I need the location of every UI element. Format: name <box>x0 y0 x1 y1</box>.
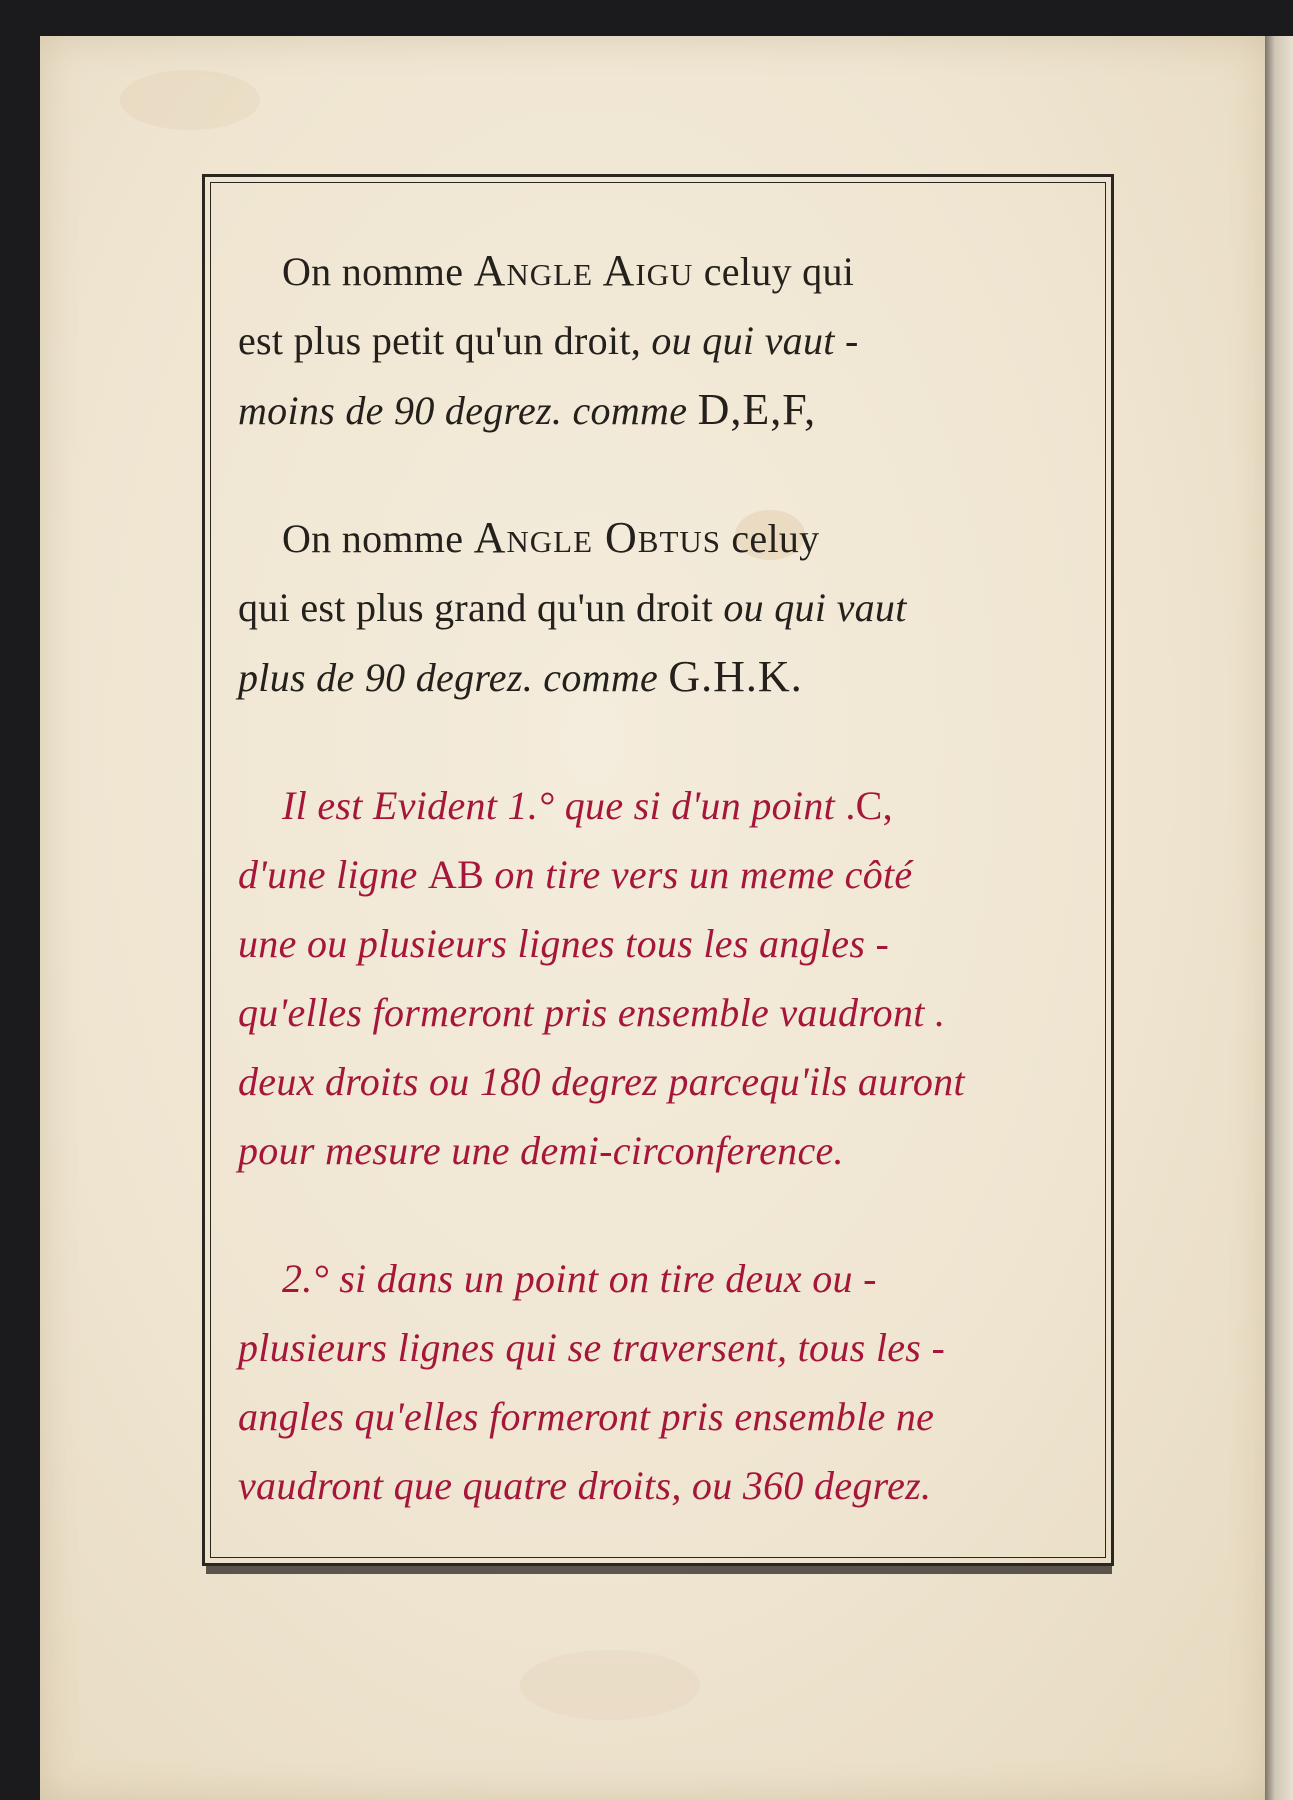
text-span: celuy <box>721 516 820 561</box>
text-span: Il est Evident 1.° que si d'un point <box>282 783 846 828</box>
text-line <box>238 306 1084 375</box>
text-line <box>238 573 1084 642</box>
text-span: celuy qui <box>693 249 855 294</box>
page-frame-shadow <box>206 1566 1112 1574</box>
paragraph-theorem-2 <box>238 1244 1084 1520</box>
paragraph-theorem-1 <box>238 771 1084 1185</box>
text-span: on tire vers un meme côté <box>484 852 913 897</box>
text-line <box>238 236 1084 306</box>
adjacent-page-edge <box>1265 36 1293 1800</box>
text-span: qui est plus grand qu'un droit <box>238 585 724 630</box>
text-line: deux droits ou 180 degrez parcequ'ils auront <box>238 1059 965 1104</box>
point-label: .C, <box>845 783 893 828</box>
paper-stain <box>120 70 260 130</box>
text-line <box>238 375 1084 445</box>
text-span: On nomme <box>282 516 474 561</box>
text-span-italic: moins de 90 degrez. comme <box>238 388 698 433</box>
text-line <box>238 771 1084 840</box>
text-line: 2.° si dans un point on tire deux ou - <box>282 1256 877 1301</box>
text-span-italic: plus de 90 degrez. comme <box>238 655 669 700</box>
text-span-italic: ou qui vaut - <box>651 318 859 363</box>
text-line: une ou plusieurs lignes tous les angles - <box>238 921 890 966</box>
text-line <box>238 642 1084 712</box>
paragraph-acute-angle <box>238 236 1084 445</box>
text-line: plusieurs lignes qui se traversent, tous les - <box>238 1325 946 1370</box>
text-line: angles qu'elles formeront pris ensemble ne <box>238 1394 935 1439</box>
term-obtuse-angle: Angle Obtus <box>473 513 722 562</box>
line-label: AB <box>427 852 485 897</box>
text-line <box>238 503 1084 573</box>
paper-stain <box>520 1650 700 1720</box>
text-span-italic: ou qui vaut <box>723 585 907 630</box>
text-line: qu'elles formeront pris ensemble vaudront . <box>238 990 946 1035</box>
point-labels: G.H.K. <box>668 652 803 701</box>
text-line: vaudront que quatre droits, ou 360 degrez. <box>238 1463 932 1508</box>
point-labels: D,E,F, <box>697 385 817 434</box>
term-acute-angle: Angle Aigu <box>473 246 694 295</box>
text-line: pour mesure une demi-circonference. <box>238 1128 844 1173</box>
paragraph-obtuse-angle <box>238 503 1084 712</box>
text-span: d'une ligne <box>238 852 428 897</box>
text-line <box>238 840 1084 909</box>
text-span: On nomme <box>282 249 474 294</box>
text-span: est plus petit qu'un droit, <box>238 318 652 363</box>
